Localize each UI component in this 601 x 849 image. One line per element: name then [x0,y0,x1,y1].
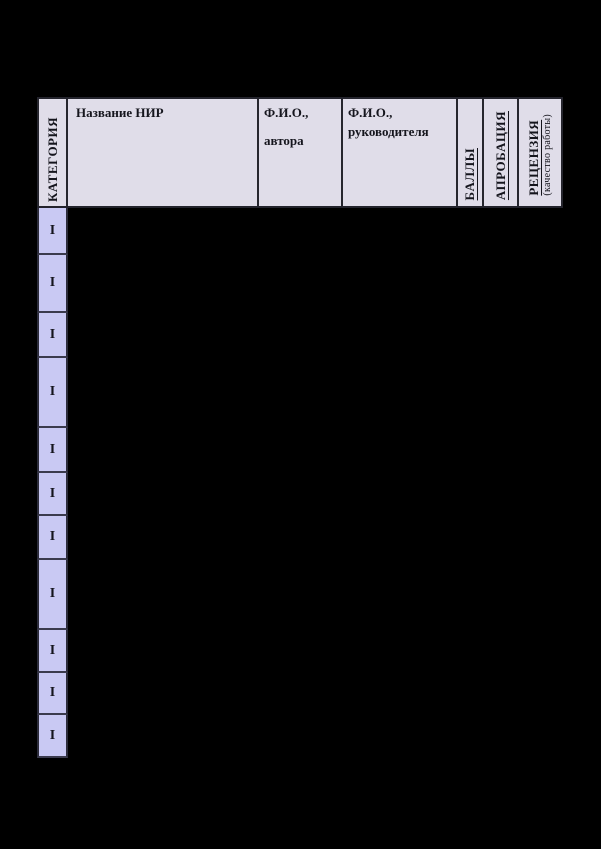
nir-table [37,97,563,758]
row-category-cell: I [37,715,68,758]
header-approbation-label: АПРОБАЦИЯ [492,110,508,200]
table-header-row [37,97,563,208]
header-supervisor-label-line1: Ф.И.О., [348,105,393,120]
header-cell-author [259,99,343,206]
row-category-cell: I [37,673,68,715]
row-category-cell: I [37,473,68,516]
header-review-label: РЕЦЕНЗИЯ [526,120,541,196]
row-category-cell: I [37,428,68,473]
row-category-cell: I [37,358,68,428]
header-points-label: БАЛЛЫ [462,147,477,200]
header-supervisor-label-line2: руководителя [348,124,429,139]
header-author-label-line1: Ф.И.О., [264,105,309,120]
row-category-cell: I [37,313,68,358]
header-cell-category [37,99,68,206]
header-category-label: КАТЕГОРИЯ [44,116,60,202]
header-review-label-group [526,114,554,196]
header-cell-approbation [484,99,519,206]
row-category-cell: I [37,255,68,313]
row-category-cell: I [37,208,68,255]
header-cell-points [458,99,484,206]
header-cell-nir-title [68,99,259,206]
row-category-cell: I [37,560,68,630]
table-body [37,208,68,758]
header-cell-review [519,99,563,206]
header-nir-title-label: Название НИР [76,105,164,120]
header-cell-supervisor [343,99,458,206]
row-category-cell: I [37,516,68,560]
row-category-cell: I [37,630,68,673]
header-author-label-line2: автора [264,133,304,148]
header-review-sublabel: (качество работы) [542,114,553,196]
